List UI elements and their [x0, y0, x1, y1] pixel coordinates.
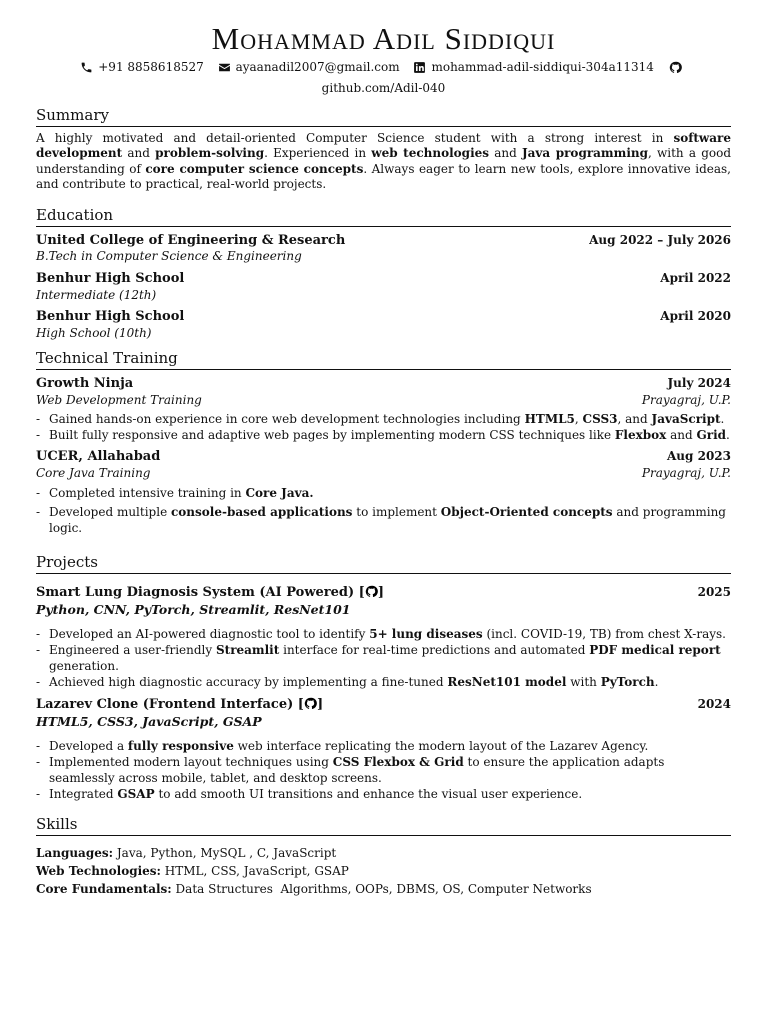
- project-year: 2024: [697, 697, 731, 712]
- list-item: - Completed intensive training in Core Java.: [36, 485, 731, 501]
- project-bullets: [36, 738, 731, 802]
- training-entry: [36, 376, 731, 443]
- list-item: - Developed a fully responsive web interface replicating the modern layout of the Lazarev Agency.: [36, 738, 731, 754]
- training-date: Aug 2023: [666, 449, 731, 464]
- list-item: - Implemented modern layout techniques using CSS Flexbox & Grid to ensure the application adapts seamlessly across mobile, tablet, and desktop screens.: [36, 754, 731, 786]
- skills-web: Web Technologies: HTML, CSS, JavaScript, GSAP: [36, 864, 349, 879]
- training-org: UCER, Allahabad: [36, 449, 161, 465]
- project-entry: [36, 697, 731, 802]
- training-bullets: [36, 485, 731, 536]
- linkedin-handle: mohammad-adil-siddiqui-304a11314: [431, 60, 654, 74]
- training-heading: Technical Training: [36, 348, 731, 370]
- degree: B.Tech in Computer Science & Engineering: [36, 249, 302, 264]
- skills-core: Core Fundamentals: Data Structures Algorithms, OOPs, DBMS, OS, Computer Networks: [36, 882, 592, 897]
- project-bullets: [36, 626, 731, 690]
- github-url[interactable]: github.com/Adil-040: [321, 80, 446, 95]
- list-item: - Developed an AI-powered diagnostic tool to identify 5+ lung diseases (incl. COVID-19, TB) from chest X-rays.: [36, 626, 731, 642]
- projects-heading: Projects: [36, 552, 731, 574]
- phone-icon: [80, 61, 93, 74]
- github-icon[interactable]: [304, 697, 317, 710]
- candidate-name: Mohammad Adil Siddiqui: [211, 21, 556, 56]
- degree: High School (10th): [36, 326, 152, 341]
- training-org: Growth Ninja: [36, 375, 134, 391]
- training-location: Prayagraj, U.P.: [641, 466, 731, 481]
- list-item: - Built fully responsive and adaptive web pages by implementing modern CSS techniques like Flexbox and Grid.: [36, 427, 731, 443]
- training-date: July 2024: [667, 375, 731, 390]
- list-item: - Engineered a user-friendly Streamlit interface for real-time predictions and automated PDF medical report generation.: [36, 642, 731, 674]
- linkedin-icon: [413, 61, 426, 74]
- phone-number: +91 8858618527: [98, 60, 204, 74]
- list-item: - Developed multiple console-based applications to implement Object-Oriented concepts and programming logic.: [36, 504, 731, 536]
- github-icon[interactable]: [365, 585, 378, 598]
- list-item: - Gained hands-on experience in core web development technologies including HTML5, CSS3, and JavaScript.: [36, 411, 731, 427]
- summary-text: A highly motivated and detail-oriented Computer Science student with a strong interest in software development and problem-solving. Experienced in web technologies and Java programming, with a good understanding of core computer science concepts. Always eager to learn new tools, explore innovative ideas, and contribute to practical, real-world projects.: [36, 130, 732, 191]
- project-tech-stack: HTML5, CSS3, JavaScript, GSAP: [36, 713, 262, 729]
- training-course: Web Development Training: [36, 392, 202, 407]
- project-entry: [36, 585, 731, 690]
- github-contact[interactable]: [669, 61, 687, 74]
- project-name: Lazarev Clone (Frontend Interface) [ ]: [36, 697, 324, 713]
- education-date: April 2020: [660, 309, 731, 324]
- list-item: - Achieved high diagnostic accuracy by implementing a fine-tuned ResNet101 model with PyTorch.: [36, 674, 731, 690]
- email-contact[interactable]: [218, 58, 400, 76]
- list-item: - Integrated GSAP to add smooth UI transitions and enhance the visual user experience.: [36, 786, 731, 802]
- project-tech-stack: Python, CNN, PyTorch, Streamlit, ResNet101: [36, 601, 351, 617]
- skills-languages: Languages: Java, Python, MySQL , C, JavaScript: [36, 846, 337, 861]
- contact-line: [36, 58, 731, 97]
- phone-contact[interactable]: [80, 58, 204, 76]
- skills-heading: Skills: [36, 814, 731, 836]
- education-date: April 2022: [660, 270, 731, 285]
- project-year: 2025: [697, 584, 731, 599]
- education-entry: [36, 309, 731, 341]
- github-icon: [669, 61, 682, 74]
- degree: Intermediate (12th): [36, 287, 157, 302]
- email-icon: [218, 61, 231, 74]
- skills-list: [36, 844, 731, 898]
- education-entry: [36, 233, 731, 265]
- email-address: ayaanadil2007@gmail.com: [235, 60, 400, 74]
- school-name: Benhur High School: [36, 309, 185, 325]
- school-name: United College of Engineering & Research: [36, 232, 346, 248]
- training-location: Prayagraj, U.P.: [641, 392, 731, 407]
- education-date: Aug 2022 – July 2026: [589, 232, 731, 247]
- summary-heading: Summary: [36, 105, 731, 127]
- training-bullets: [36, 411, 731, 443]
- training-entry: [36, 449, 731, 535]
- education-entry: [36, 271, 731, 303]
- training-course: Core Java Training: [36, 466, 151, 481]
- linkedin-contact[interactable]: [413, 58, 653, 76]
- project-name: Smart Lung Diagnosis System (AI Powered) [ ]: [36, 584, 384, 600]
- education-heading: Education: [36, 205, 731, 227]
- school-name: Benhur High School: [36, 270, 185, 286]
